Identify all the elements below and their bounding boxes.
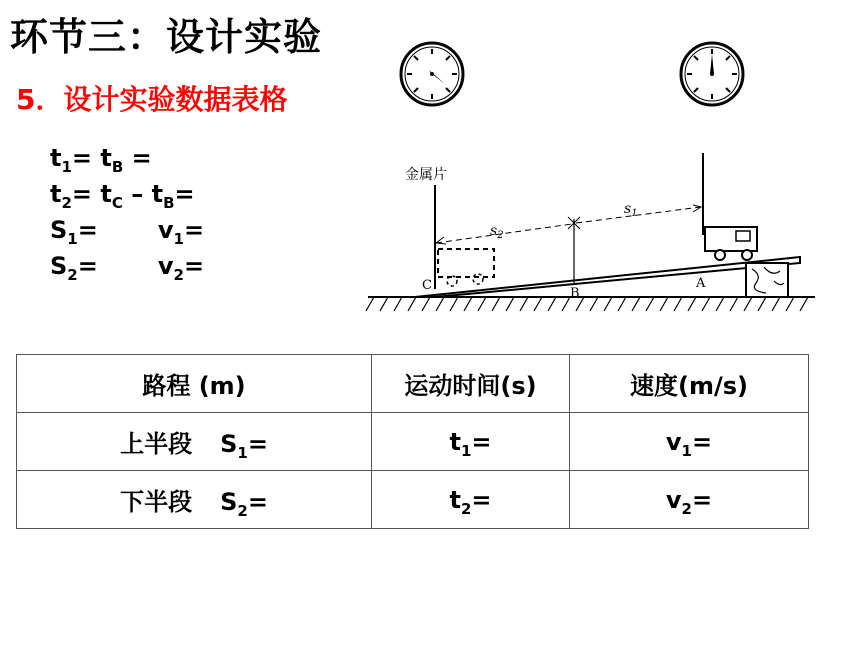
stopwatch-icon (398, 40, 466, 108)
header-time: 运动时间(s) (372, 355, 570, 413)
formula-s1-v1: $S_1= v_1=$ (50, 216, 205, 248)
label-point-b: B (570, 286, 580, 301)
label-s2: $s_2$ (490, 223, 504, 241)
table-row: 下半段 $S_2=$ $t_2=$ $v_2=$ (17, 471, 809, 529)
data-table (16, 354, 809, 529)
label-s1: $s_1$ (624, 201, 638, 219)
incline-board (415, 257, 800, 297)
section-subtitle: 5．设计实验数据表格 (16, 83, 288, 116)
formula-s2-v2: $S_2= v_2=$ (50, 252, 205, 284)
table-header-row (17, 355, 809, 413)
ground-hatch (366, 297, 808, 311)
formula-t2: $t_2= t_C - t_B=$ (50, 180, 195, 212)
incline-diagram (360, 145, 820, 320)
page-title: 环节三：设计实验 (10, 15, 323, 59)
label-point-c: C (422, 278, 432, 293)
wood-block (746, 263, 788, 297)
metal-plate-label: 金属片 (405, 167, 447, 183)
label-point-a: A (696, 276, 706, 291)
table-row: 上半段 $S_1=$ $t_1=$ $v_1=$ (17, 413, 809, 471)
car-ghost (438, 249, 494, 277)
header-distance: 路程 (m) (17, 355, 372, 413)
stopwatch-icon (678, 40, 746, 108)
header-speed: 速度(m/s) (570, 355, 809, 413)
formula-block (50, 140, 204, 284)
formula-t1: $t_1= t_B$ = (50, 144, 152, 176)
